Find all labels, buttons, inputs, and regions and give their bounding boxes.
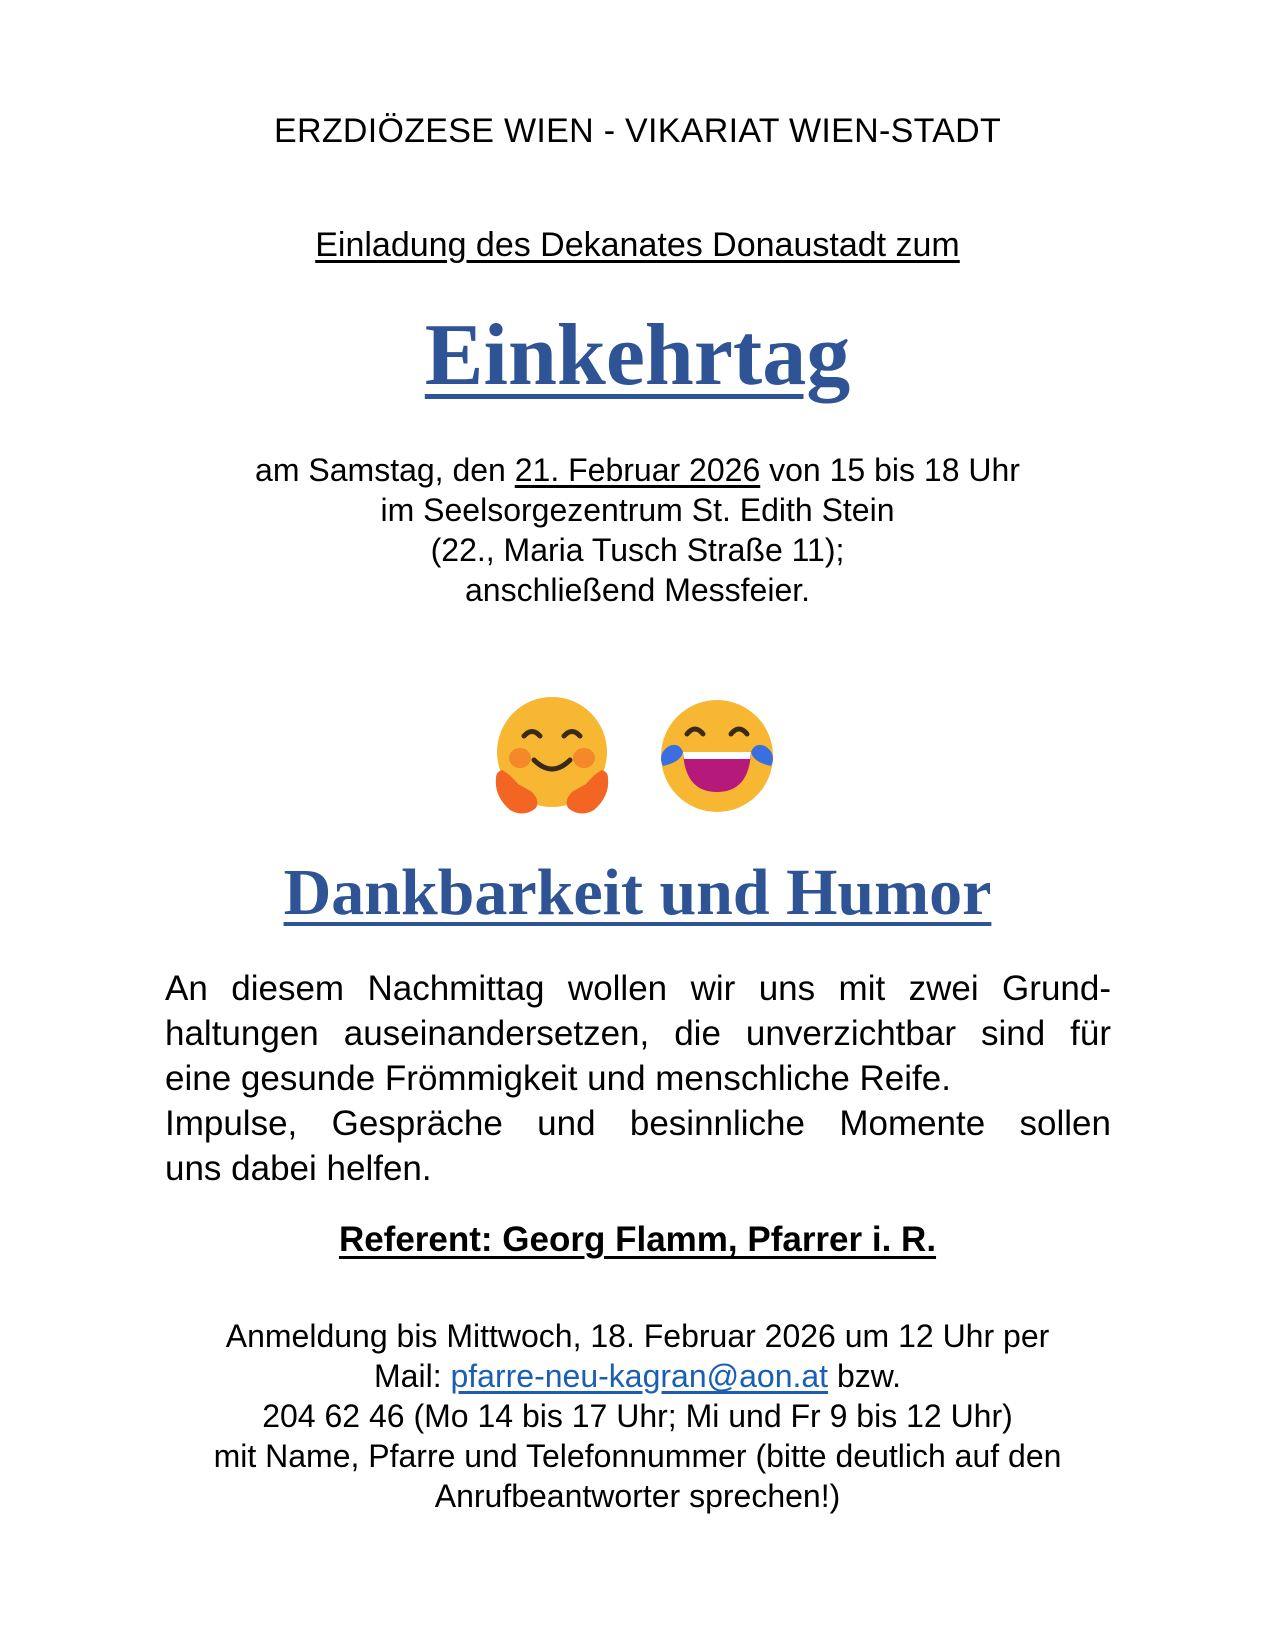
description-line: An diesem Nachmittag wollen wir uns mit zwei Grund- xyxy=(165,969,1111,1008)
registration-info xyxy=(0,1316,1275,1516)
event-details xyxy=(0,450,1275,610)
page-title xyxy=(0,305,1275,406)
description-line: uns dabei helfen. xyxy=(165,1149,432,1188)
invitation-text: Einladung des Dekanates Donaustadt zum xyxy=(315,226,960,264)
registration-line: mit Name, Pfarre und Telefonnummer (bitte deutlich auf den xyxy=(213,1438,1062,1474)
details-prefix: am Samstag, den xyxy=(255,452,515,488)
hugging-face-icon xyxy=(490,696,614,820)
registration-line: Anrufbeantworter sprechen!) xyxy=(434,1478,841,1514)
laughing-face-icon xyxy=(655,696,779,820)
title-text: Einkehrtag xyxy=(424,307,851,404)
description-line: haltungen auseinandersetzen, die unverzichtbar sind für xyxy=(165,1014,1111,1053)
subtitle-text: Dankbarkeit und Humor xyxy=(283,856,992,929)
details-line-mass: anschließend Messfeier. xyxy=(464,572,811,608)
details-line-venue: im Seelsorgezentrum St. Edith Stein xyxy=(380,492,895,528)
registration-line-phone: 204 62 46 (Mo 14 bis 17 Uhr; Mi und Fr 9 bis 12 Uhr) xyxy=(262,1398,1013,1434)
registration-line-mail xyxy=(0,1356,1275,1396)
description-paragraph xyxy=(165,966,1111,1191)
details-time: von 15 bis 18 Uhr xyxy=(760,452,1020,488)
registration-line: Anmeldung bis Mittwoch, 18. Februar 2026 um 12 Uhr per xyxy=(225,1318,1050,1354)
event-date: 21. Februar 2026 xyxy=(514,452,761,488)
diocese-header: ERZDIÖZESE WIEN - VIKARIAT WIEN-STADT xyxy=(273,112,1002,150)
speaker-text: Referent: Georg Flamm, Pfarrer i. R. xyxy=(338,1220,937,1259)
details-line-address: (22., Maria Tusch Straße 11); xyxy=(430,532,845,568)
details-line-date xyxy=(0,450,1275,490)
mail-prefix: Mail: xyxy=(374,1358,451,1394)
description-line: eine gesunde Frömmigkeit und menschliche Reife. xyxy=(165,1059,951,1098)
speaker-line xyxy=(0,1220,1275,1260)
emoji-row xyxy=(0,696,1275,826)
mail-suffix: bzw. xyxy=(828,1358,901,1394)
description-line: Impulse, Gespräche und besinnliche Momente sollen xyxy=(165,1104,1111,1143)
subtitle xyxy=(0,855,1275,931)
email-link[interactable]: pfarre-neu-kagran@aon.at xyxy=(450,1358,829,1394)
invitation-line xyxy=(0,226,1275,265)
